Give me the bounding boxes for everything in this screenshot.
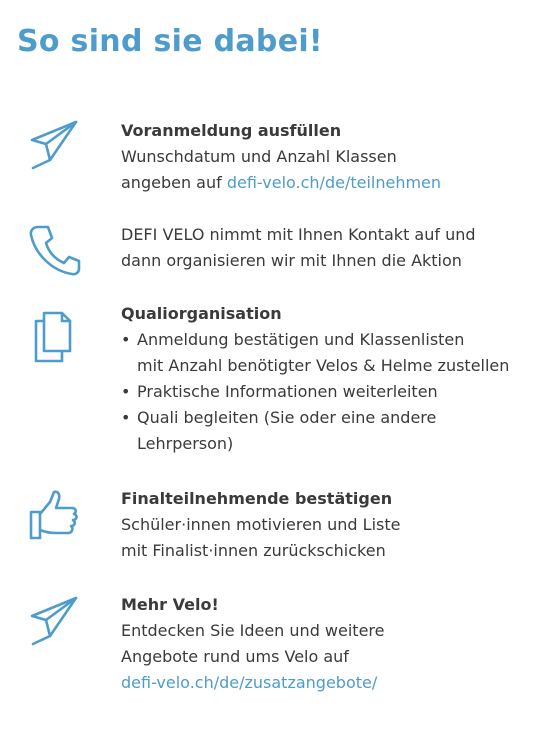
step-text: Entdecken Sie Ideen und weitere xyxy=(121,621,385,640)
step-text-with-link xyxy=(121,170,546,196)
step-text: Schüler·innen motivieren und Liste xyxy=(121,515,401,534)
list-item xyxy=(121,405,546,457)
step-heading: Voranmeldung ausfüllen xyxy=(121,121,342,140)
step-text: mit Finalist·innen zurückschicken xyxy=(121,541,386,560)
step-text: DEFI VELO nimmt mit Ihnen Kontakt auf und xyxy=(121,225,476,244)
documents-icon xyxy=(26,309,82,365)
phone-icon xyxy=(26,222,82,278)
step-heading: Finalteilnehmende bestätigen xyxy=(121,489,393,508)
list-item-text: mit Anzahl benötigter Velos & Helme zustellen xyxy=(137,356,510,375)
additional-offers-link[interactable]: defi-velo.ch/de/zusatzangebote/ xyxy=(121,673,378,692)
task-list xyxy=(121,327,546,457)
step-text: Wunschdatum und Anzahl Klassen xyxy=(121,147,397,166)
list-item-text: • Praktische Informationen weiterleiten xyxy=(137,382,438,401)
list-item-text: Lehrperson) xyxy=(137,434,234,453)
paper-plane-icon xyxy=(26,116,82,172)
step-text: Angebote rund ums Velo auf xyxy=(121,647,349,666)
step-heading: Qualiorganisation xyxy=(121,304,282,323)
list-item xyxy=(121,327,546,379)
list-item-text: • Quali begleiten (Sie oder eine andere xyxy=(137,408,437,427)
list-item-text: • Anmeldung bestätigen und Klassenlisten xyxy=(137,330,465,349)
step-heading: Mehr Velo! xyxy=(121,595,219,614)
step-text: dann organisieren wir mit Ihnen die Aktion xyxy=(121,251,462,270)
link-prefix-text: angeben auf xyxy=(121,173,227,192)
list-item xyxy=(121,379,546,405)
registration-link[interactable]: defi-velo.ch/de/teilnehmen xyxy=(226,173,442,192)
paper-plane-icon xyxy=(26,592,82,648)
thumbs-up-icon xyxy=(26,486,82,542)
page-title: So sind sie dabei! xyxy=(17,24,323,59)
